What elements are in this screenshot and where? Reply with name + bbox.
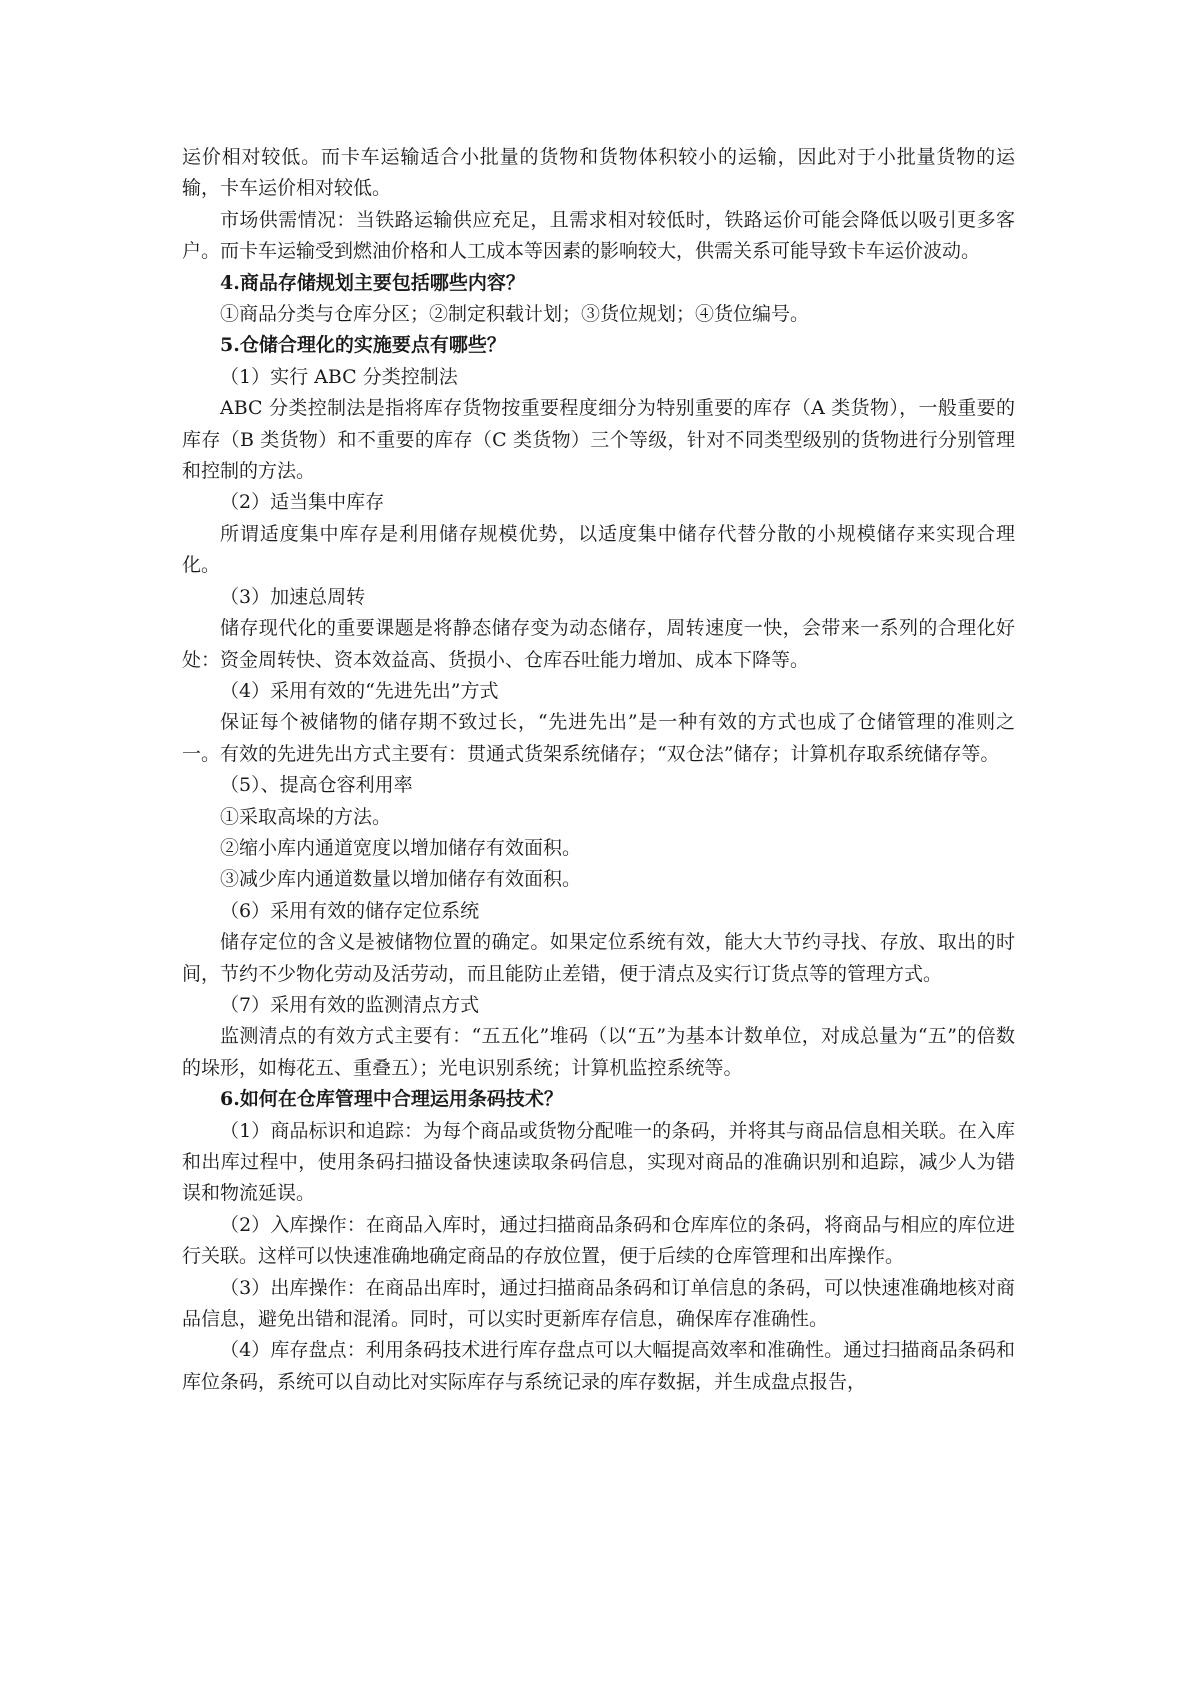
paragraph: （2）入库操作：在商品入库时，通过扫描商品条码和仓库库位的条码，将商品与相应的库位进行关联。这样可以快速准确地确定商品的存放位置，便于后续的仓库管理和出库操作。 [182, 1213, 1015, 1268]
section-heading: 5.仓储合理化的实施要点有哪些？ [220, 334, 506, 357]
paragraph: （3）出库操作：在商品出库时，通过扫描商品条码和订单信息的条码，可以快速准确地核对商品信息，避免出错和混淆。同时，可以实时更新库存信息，确保库存准确性。 [182, 1276, 1015, 1331]
paragraph: （2）适当集中库存 [220, 491, 385, 514]
paragraph: （3）加速总周转 [220, 585, 366, 608]
document-page [182, 142, 1015, 1398]
paragraph: 运价相对较低。而卡车运输适合小批量的货物和货物体积较小的运输，因此对于小批量货物的运输，卡车运价相对较低。 [182, 146, 1015, 200]
paragraph: 储存定位的含义是被储物位置的确定。如果定位系统有效，能大大节约寻找、存放、取出的时间，节约不少物化劳动及活劳动，而且能防止差错，便于清点及实行订货点等的管理方式。 [182, 931, 1015, 985]
paragraph: （4）库存盘点：利用条码技术进行库存盘点可以大幅提高效率和准确性。通过扫描商品条码和库位条码，系统可以自动比对实际库存与系统记录的库存数据，并生成盘点报告， [182, 1339, 1015, 1393]
section-heading: 6.如何在仓库管理中合理运用条码技术？ [220, 1088, 563, 1111]
paragraph: 保证每个被储物的储存期不致过长，“先进先出”是一种有效的方式也成了仓储管理的准则之一。有效的先进先出方式主要有：贯通式货架系统储存；“双仓法”储存；计算机存取系统储存等。 [182, 711, 1015, 765]
paragraph: ②缩小库内通道宽度以增加储存有效面积。 [220, 836, 582, 859]
paragraph: （1）商品标识和追踪：为每个商品或货物分配唯一的条码，并将其与商品信息相关联。在入库和出库过程中，使用条码扫描设备快速读取条码信息，实现对商品的准确识别和追踪，减少人为错误和物流延误。 [182, 1119, 1015, 1205]
paragraph: ③减少库内通道数量以增加储存有效面积。 [220, 868, 582, 891]
paragraph: （5）、提高仓容利用率 [220, 774, 413, 797]
paragraph: 市场供需情况：当铁路运输供应充足，且需求相对较低时，铁路运价可能会降低以吸引更多客户。而卡车运输受到燃油价格和人工成本等因素的影响较大，供需关系可能导致卡车运价波动。 [182, 208, 1015, 263]
paragraph: （1）实行 ABC 分类控制法 [220, 365, 458, 388]
paragraph: 监测清点的有效方式主要有：“五五化”堆码（以“五”为基本计数单位，对成总量为“五”的倍数的垛形，如梅花五、重叠五）；光电识别系统；计算机监控系统等。 [182, 1025, 1015, 1079]
paragraph: ①商品分类与仓库分区；②制定积载计划；③货位规划；④货位编号。 [220, 303, 810, 326]
paragraph: （7）采用有效的监测清点方式 [220, 993, 480, 1016]
section-heading: 4.商品存储规划主要包括哪些内容？ [220, 271, 525, 294]
paragraph: （4）采用有效的“先进先出”方式 [220, 679, 499, 702]
paragraph: ABC 分类控制法是指将库存货物按重要程度细分为特别重要的库存（A 类货物），一般重要的库存（B 类货物）和不重要的库存（C 类货物）三个等级，针对不同类型级别的货物进行分别管理和控制的方法。 [182, 397, 1015, 483]
paragraph: ①采取高垛的方法。 [220, 805, 392, 828]
paragraph: （6）采用有效的储存定位系统 [220, 899, 480, 922]
paragraph: 所谓适度集中库存是利用储存规模优势，以适度集中储存代替分散的小规模储存来实现合理化。 [182, 522, 1015, 577]
paragraph: 储存现代化的重要课题是将静态储存变为动态储存，周转速度一快，会带来一系列的合理化好处：资金周转快、资本效益高、货损小、仓库吞吐能力增加、成本下降等。 [182, 617, 1015, 671]
